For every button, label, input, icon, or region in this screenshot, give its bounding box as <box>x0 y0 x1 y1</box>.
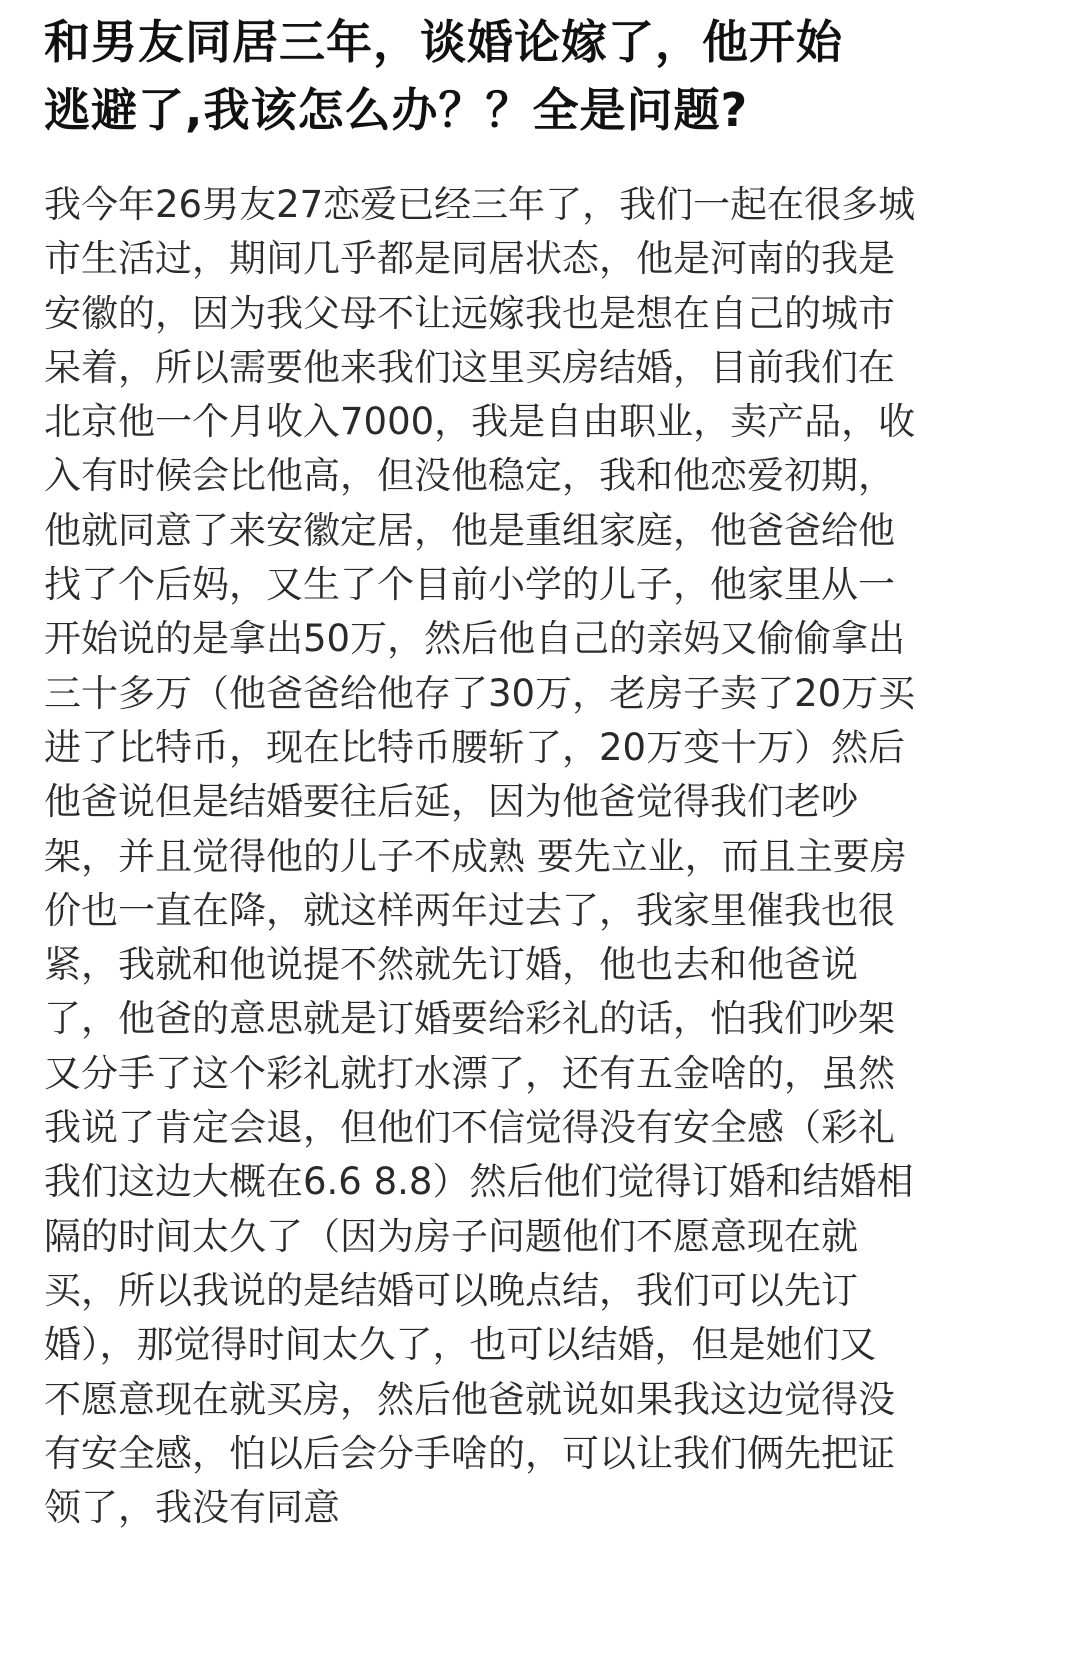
post-body-line: 入有时候会比他高，但没他稳定，我和他恋爱初期， <box>44 454 895 498</box>
post-title-line: 逃避了,我该怎么办？？全是问题? <box>44 83 749 137</box>
post-body-line: 领了，我没有同意 <box>44 1486 340 1530</box>
post-body-line: 架，并且觉得他的儿子不成熟 要先立业，而且主要房 <box>44 834 907 878</box>
post-body-line: 北京他一个月收入7000，我是自由职业，卖产品，收 <box>44 400 916 444</box>
post-body-line: 我们这边大概在6.6 8.8）然后他们觉得订婚和结婚相 <box>44 1160 914 1204</box>
post-body-line: 买，所以我说的是结婚可以晚点结，我们可以先订 <box>44 1268 858 1312</box>
post-body-line: 他爸说但是结婚要往后延，因为他爸觉得我们老吵 <box>44 780 858 824</box>
post-body-line: 价也一直在降，就这样两年过去了，我家里催我也很 <box>44 888 895 932</box>
post-body-line: 安徽的，因为我父母不让远嫁我也是想在自己的城市 <box>44 291 895 335</box>
post-body-line: 不愿意现在就买房，然后他爸就说如果我这边觉得没 <box>44 1377 895 1421</box>
post <box>44 8 1044 1535</box>
post-title <box>44 8 1044 144</box>
post-body-line: 有安全感，怕以后会分手啥的，可以让我们俩先把证 <box>44 1431 895 1475</box>
post-body-line: 进了比特币，现在比特币腰斩了，20万变十万）然后 <box>44 725 906 769</box>
post-body-line: 三十多万（他爸爸给他存了30万，老房子卖了20万买 <box>44 671 916 715</box>
post-body-line: 又分手了这个彩礼就打水漂了，还有五金啥的，虽然 <box>44 1051 895 1095</box>
post-body-line: 隔的时间太久了（因为房子问题他们不愿意现在就 <box>44 1214 858 1258</box>
post-body-line: 我说了肯定会退，但他们不信觉得没有安全感（彩礼 <box>44 1106 895 1150</box>
post-body <box>44 178 1044 1535</box>
post-body-line: 市生活过，期间几乎都是同居状态，他是河南的我是 <box>44 237 895 281</box>
post-title-line: 和男友同居三年，谈婚论嫁了，他开始 <box>44 15 843 69</box>
post-body-line: 我今年26男友27恋爱已经三年了，我们一起在很多城 <box>44 183 916 226</box>
post-body-line: 婚），那觉得时间太久了，也可以结婚，但是她们又 <box>44 1323 877 1367</box>
post-body-line: 紧，我就和他说提不然就先订婚，他也去和他爸说 <box>44 943 858 987</box>
post-body-line: 呆着，所以需要他来我们这里买房结婚，目前我们在 <box>44 345 895 389</box>
post-body-line: 找了个后妈，又生了个目前小学的儿子，他家里从一 <box>44 563 895 607</box>
post-body-line: 开始说的是拿出50万，然后他自己的亲妈又偷偷拿出 <box>44 617 906 661</box>
post-body-line: 了，他爸的意思就是订婚要给彩礼的话，怕我们吵架 <box>44 997 895 1041</box>
post-body-line: 他就同意了来安徽定居，他是重组家庭，他爸爸给他 <box>44 508 895 552</box>
